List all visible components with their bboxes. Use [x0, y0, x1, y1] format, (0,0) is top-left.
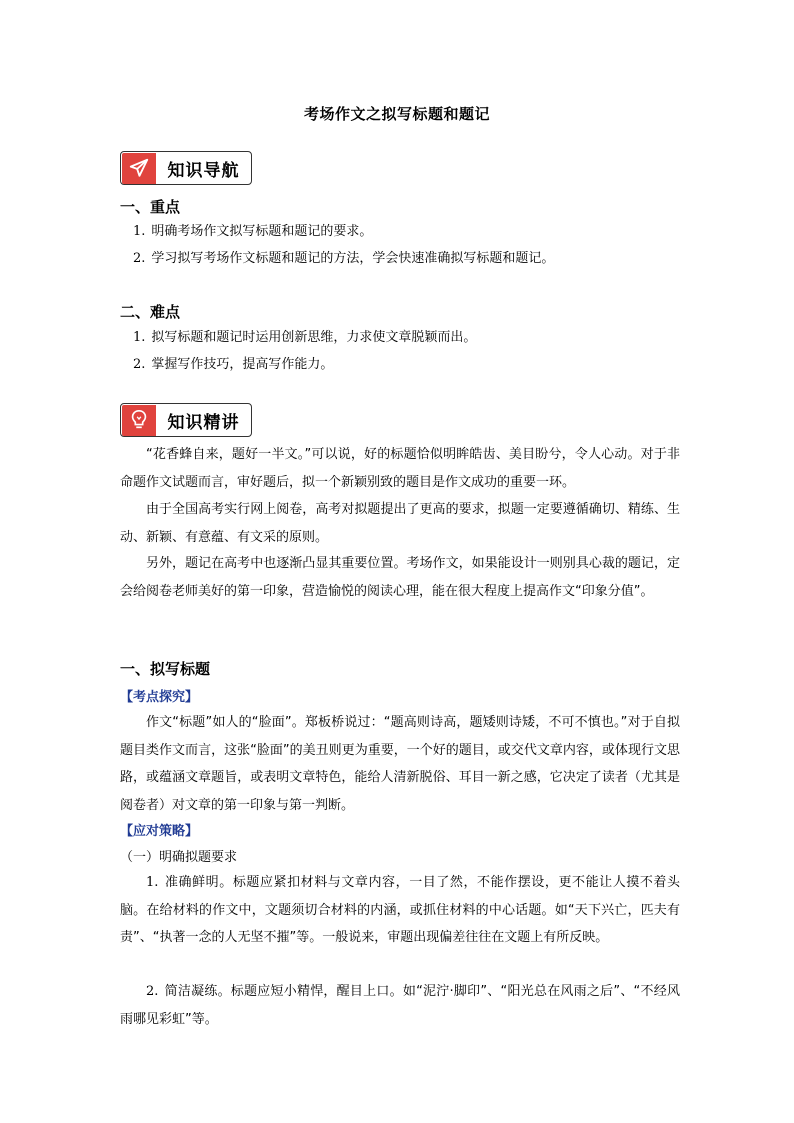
intro-paragraph: “花香蜂自来，题好一半文。”可以说，好的标题恰似明眸皓齿、美目盼兮，令人心动。对于非命题作文试题而言，审好题后，拟一个新颖别致的题目是作文成功的重要一环。: [120, 447, 680, 490]
strategy-paragraph: 1. 准确鲜明。标题应紧扣材料与文章内容，一目了然，不能作摆设，更不能让人摸不着头脑。在给材料的作文中，文题须切合材料的内涵，或抓住材料的中心话题。如“天下兴亡，匹夫有责”、“执著一念的人无坚不摧”等。一般说来，审题出现偏差往往在文题上有所反映。: [120, 875, 680, 945]
list-item: 2. 学习拟写考场作文标题和题记的方法，学会快速准确拟写标题和题记。: [133, 251, 555, 266]
subheading: （一）明确拟题要求: [120, 850, 238, 865]
strategy-paragraph: 2. 简洁凝练。标题应短小精悍，醒目上口。如“泥泞·脚印”、“阳光总在风雨之后”、“不经风雨哪见彩虹”等。: [120, 984, 680, 1027]
difficulties-heading: 二、难点: [120, 303, 181, 321]
key-points-heading: 一、重点: [120, 198, 181, 216]
document-title: 考场作文之拟写标题和题记: [303, 105, 490, 123]
explore-tag: 【考点探究】: [120, 690, 199, 705]
part1-heading: 一、拟写标题: [120, 660, 211, 678]
intro-paragraph: 另外，题记在高考中也逐渐凸显其重要位置。考场作文，如果能设计一则别具心裁的题记，定会给阅卷老师美好的第一印象，营造愉悦的阅读心理，能在很大程度上提高作文“印象分值”。: [120, 556, 680, 599]
banner-label: 知识精讲: [167, 412, 240, 433]
explore-paragraph: 作文“标题”如人的“脸面”。郑板桥说过：“题高则诗高，题矮则诗矮，不可不慎也。”对于自拟题目类作文而言，这张“脸面”的美丑则更为重要，一个好的题目，或交代文章内容，或体现行文思路，或蕴涵文章题旨，或表明文章特色，能给人清新脱俗、耳目一新之感，它决定了读者（尤其是阅卷者）对文章的第一印象与第一判断。: [120, 715, 680, 813]
list-item: 1. 明确考场作文拟写标题和题记的要求。: [133, 224, 373, 239]
knowledge-nav-banner: [120, 151, 252, 185]
knowledge-lecture-banner: [120, 403, 252, 437]
list-item: 1. 拟写标题和题记时运用创新思维，力求使文章脱颖而出。: [133, 330, 477, 345]
paper-plane-icon: [122, 153, 156, 184]
list-item: 2. 掌握写作技巧，提高写作能力。: [133, 357, 334, 372]
intro-paragraph: 由于全国高考实行网上阅卷，高考对拟题提出了更高的要求，拟题一定要遵循确切、精练、生动、新颖、有意蕴、有文采的原则。: [120, 502, 680, 545]
lightbulb-icon: [122, 405, 156, 436]
strategy-tag: 【应对策略】: [120, 824, 199, 839]
banner-label: 知识导航: [167, 160, 240, 181]
